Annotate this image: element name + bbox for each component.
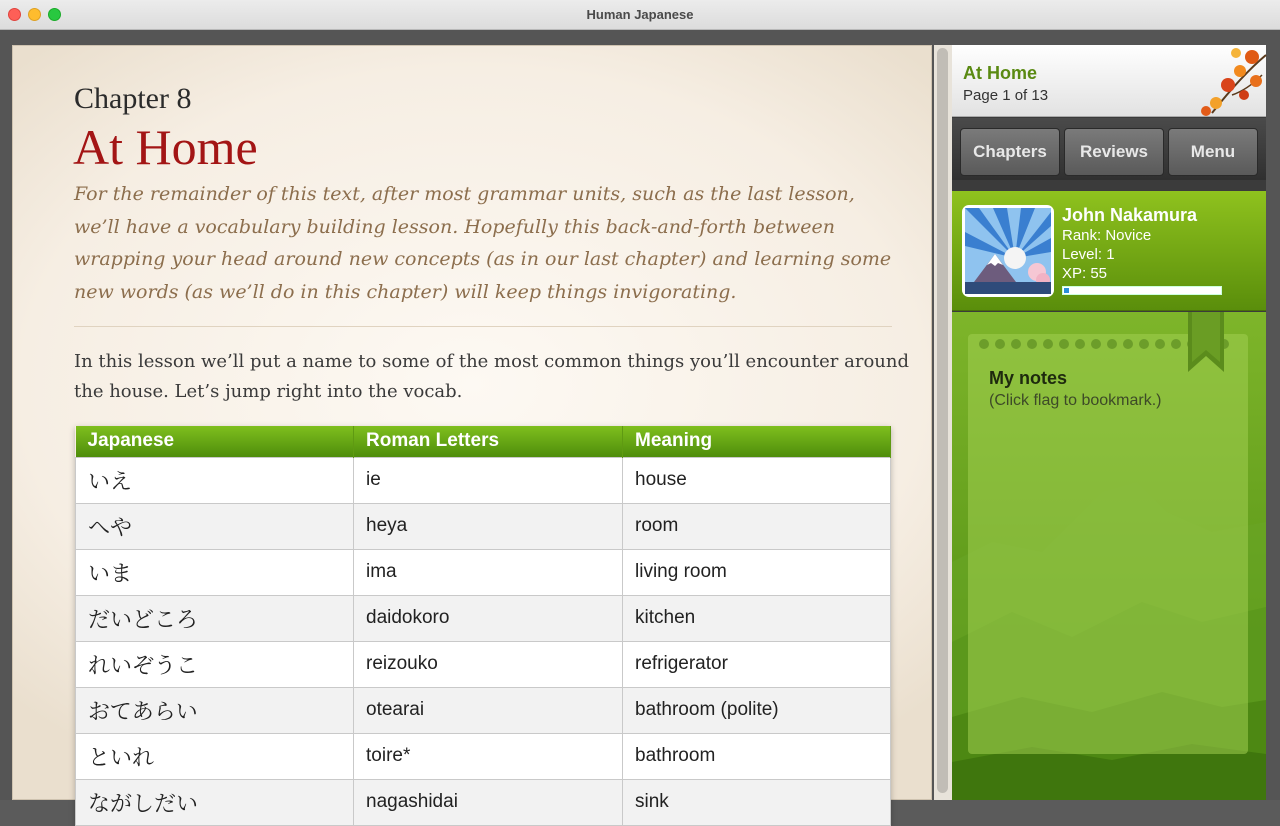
vocab-roman: otearai: [354, 687, 623, 733]
vocab-row: [76, 503, 891, 549]
vocab-roman: nagashidai: [354, 779, 623, 825]
mount-fuji-sunrise-icon: [965, 208, 1051, 294]
vocab-row: [76, 687, 891, 733]
notes-area: [952, 312, 1266, 800]
profile-xp: XP: 55: [1062, 265, 1108, 282]
lesson-reader[interactable]: [12, 45, 932, 817]
vocab-header-row: [76, 426, 891, 457]
vocab-meaning: kitchen: [623, 595, 891, 641]
bookmark-flag-icon[interactable]: [1188, 312, 1224, 372]
sidebar: [952, 45, 1266, 800]
reader-scroll-thumb[interactable]: [937, 48, 948, 793]
vocab-header-japanese: Japanese: [76, 426, 354, 457]
notes-hint: (Click flag to bookmark.): [989, 392, 1162, 409]
vocab-japanese: へや: [76, 503, 354, 549]
vocab-japanese: いま: [76, 549, 354, 595]
lesson-paragraph: In this lesson we’ll put a name to some of the most common things you’ll encounter around the house. Let’s jump right into the vocab.: [74, 351, 909, 402]
window-title: Human Japanese: [586, 7, 694, 22]
avatar[interactable]: [962, 205, 1054, 297]
vocab-meaning: sink: [623, 779, 891, 825]
vocab-row: [76, 733, 891, 779]
menu-button[interactable]: Menu: [1168, 128, 1258, 176]
chapters-button[interactable]: Chapters: [960, 128, 1060, 176]
vocab-roman: toire*: [354, 733, 623, 779]
vocab-roman: ie: [354, 457, 623, 503]
vocab-japanese: だいどころ: [76, 595, 354, 641]
chapter-intro: For the remainder of this text, after most grammar units, such as the last lesson, we’ll have a vocabulary building lesson. Hopefully this back-and-forth between wrapping your head around new concepts (as in our last chapter) and learning some new words (as we’ll do in this chapter) will keep things invigorating.: [74, 183, 892, 303]
vocab-meaning: bathroom: [623, 733, 891, 779]
vocab-meaning: room: [623, 503, 891, 549]
vocab-japanese: といれ: [76, 733, 354, 779]
vocab-row: [76, 549, 891, 595]
profile-name: John Nakamura: [1062, 205, 1198, 225]
section-divider: [74, 326, 892, 327]
vocab-japanese: いえ: [76, 457, 354, 503]
page-indicator: Page 1 of 13: [963, 87, 1049, 104]
notes-title: My notes: [989, 368, 1068, 388]
chapter-title: At Home: [73, 119, 258, 175]
vocab-meaning: refrigerator: [623, 641, 891, 687]
vocab-header-roman: Roman Letters: [354, 426, 623, 457]
vocab-row: [76, 779, 891, 825]
vocab-japanese: れいぞうこ: [76, 641, 354, 687]
vocab-roman: ima: [354, 549, 623, 595]
sidebar-button-row: [952, 118, 1266, 180]
vocab-row: [76, 595, 891, 641]
window-titlebar: [0, 0, 1280, 30]
chapter-number: Chapter 8: [74, 82, 192, 115]
vocab-japanese: ながしだい: [76, 779, 354, 825]
vocab-japanese: おてあらい: [76, 687, 354, 733]
vocab-row: [76, 457, 891, 503]
vocab-roman: heya: [354, 503, 623, 549]
maple-leaves-icon: [1192, 45, 1266, 117]
sidebar-chapter-title: At Home: [963, 63, 1038, 83]
vocab-row: [76, 641, 891, 687]
vocab-meaning: house: [623, 457, 891, 503]
vocab-roman: reizouko: [354, 641, 623, 687]
vocab-meaning: bathroom (polite): [623, 687, 891, 733]
vocab-roman: daidokoro: [354, 595, 623, 641]
reviews-button[interactable]: Reviews: [1064, 128, 1164, 176]
vocab-header-meaning: Meaning: [623, 426, 891, 457]
vocab-meaning: living room: [623, 549, 891, 595]
profile-panel: [952, 191, 1266, 311]
profile-level: Level: 1: [1062, 246, 1115, 263]
app-frame: [0, 30, 1280, 817]
xp-progress-fill: [1064, 288, 1069, 293]
vocab-table: [75, 426, 891, 826]
profile-rank: Rank: Novice: [1062, 227, 1152, 244]
xp-progress-bar: [1062, 286, 1222, 295]
sidebar-header: [952, 45, 1266, 117]
